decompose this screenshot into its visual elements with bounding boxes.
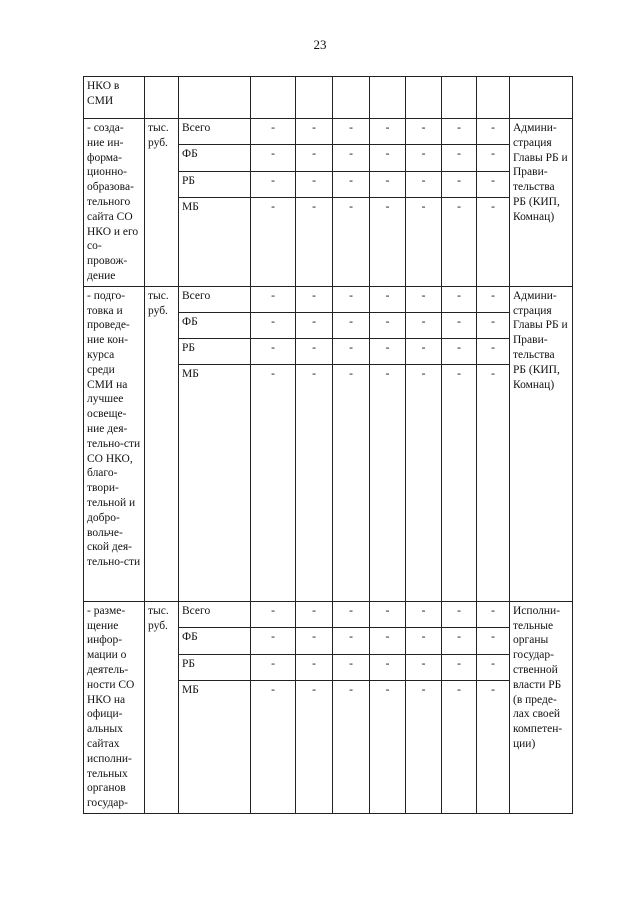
value-cell: -	[296, 628, 333, 655]
value-cell: -	[442, 364, 477, 601]
table-row	[84, 601, 573, 628]
value-cell: -	[477, 286, 510, 312]
source-label: ФБ	[179, 312, 251, 338]
empty-cell	[179, 77, 251, 119]
value-cell: -	[477, 654, 510, 681]
value-cell: -	[370, 171, 406, 197]
value-cell: -	[333, 681, 370, 814]
empty-cell	[296, 77, 333, 119]
program-table	[83, 76, 573, 814]
value-cell: -	[251, 286, 296, 312]
value-cell: -	[370, 119, 406, 145]
activity-title: - созда-ние ин-форма-ционно-образова-тельного сайта СО НКО и его со-провож-дение	[84, 119, 145, 287]
value-cell: -	[477, 681, 510, 814]
empty-cell	[510, 77, 573, 119]
value-cell: -	[442, 601, 477, 628]
source-label: РБ	[179, 338, 251, 364]
value-cell: -	[251, 197, 296, 286]
value-cell: -	[370, 338, 406, 364]
source-label: МБ	[179, 681, 251, 814]
value-cell: -	[442, 171, 477, 197]
value-cell: -	[333, 197, 370, 286]
value-cell: -	[477, 312, 510, 338]
value-cell: -	[477, 119, 510, 145]
table-row	[84, 77, 573, 119]
value-cell: -	[251, 654, 296, 681]
source-label: РБ	[179, 171, 251, 197]
executor-cell: Админи-страция Главы РБ и Прави-тельства РБ (КИП, Комнац)	[510, 119, 573, 287]
value-cell: -	[406, 364, 442, 601]
value-cell: -	[370, 654, 406, 681]
value-cell: -	[370, 364, 406, 601]
value-cell: -	[370, 197, 406, 286]
empty-cell	[406, 77, 442, 119]
source-label: МБ	[179, 197, 251, 286]
value-cell: -	[477, 364, 510, 601]
value-cell: -	[442, 681, 477, 814]
value-cell: -	[251, 171, 296, 197]
section-title-cell: НКО в СМИ	[84, 77, 145, 119]
value-cell: -	[296, 312, 333, 338]
empty-cell	[442, 77, 477, 119]
value-cell: -	[296, 145, 333, 171]
value-cell: -	[296, 197, 333, 286]
value-cell: -	[406, 654, 442, 681]
source-label: Всего	[179, 601, 251, 628]
value-cell: -	[251, 119, 296, 145]
empty-cell	[370, 77, 406, 119]
value-cell: -	[296, 338, 333, 364]
value-cell: -	[333, 338, 370, 364]
source-label: ФБ	[179, 628, 251, 655]
value-cell: -	[251, 601, 296, 628]
value-cell: -	[333, 364, 370, 601]
value-cell: -	[296, 364, 333, 601]
value-cell: -	[251, 338, 296, 364]
value-cell: -	[442, 286, 477, 312]
activity-title: - подго-товка и проведе-ние кон-курса среди СМИ на лучшее освеще-ние дея-тельно-сти СО НКО, благо-твори-тельной и добро-вольче-ской дея-тельно-сти	[84, 286, 145, 601]
value-cell: -	[442, 654, 477, 681]
value-cell: -	[333, 286, 370, 312]
value-cell: -	[406, 286, 442, 312]
value-cell: -	[333, 654, 370, 681]
value-cell: -	[477, 601, 510, 628]
value-cell: -	[442, 145, 477, 171]
value-cell: -	[442, 628, 477, 655]
value-cell: -	[370, 681, 406, 814]
value-cell: -	[406, 171, 442, 197]
value-cell: -	[333, 171, 370, 197]
value-cell: -	[442, 338, 477, 364]
value-cell: -	[333, 601, 370, 628]
value-cell: -	[333, 119, 370, 145]
value-cell: -	[406, 312, 442, 338]
source-label: Всего	[179, 119, 251, 145]
value-cell: -	[406, 601, 442, 628]
value-cell: -	[406, 338, 442, 364]
unit-cell: тыс. руб.	[145, 119, 179, 287]
value-cell: -	[296, 171, 333, 197]
source-label: РБ	[179, 654, 251, 681]
empty-cell	[333, 77, 370, 119]
value-cell: -	[477, 197, 510, 286]
value-cell: -	[406, 197, 442, 286]
value-cell: -	[406, 145, 442, 171]
empty-cell	[145, 77, 179, 119]
value-cell: -	[296, 654, 333, 681]
source-label: ФБ	[179, 145, 251, 171]
empty-cell	[477, 77, 510, 119]
table-row	[84, 119, 573, 145]
source-label: Всего	[179, 286, 251, 312]
value-cell: -	[370, 145, 406, 171]
value-cell: -	[442, 197, 477, 286]
empty-cell	[251, 77, 296, 119]
value-cell: -	[406, 628, 442, 655]
unit-cell: тыс. руб.	[145, 286, 179, 601]
value-cell: -	[251, 681, 296, 814]
value-cell: -	[477, 145, 510, 171]
value-cell: -	[370, 286, 406, 312]
activity-title: - разме-щение инфор-мации о деятель-ности СО НКО на офици-альных сайтах исполни-тельных органов государ-	[84, 601, 145, 813]
value-cell: -	[251, 628, 296, 655]
value-cell: -	[333, 628, 370, 655]
source-label: МБ	[179, 364, 251, 601]
value-cell: -	[333, 145, 370, 171]
value-cell: -	[296, 601, 333, 628]
executor-cell: Админи-страция Главы РБ и Прави-тельства РБ (КИП, Комнац)	[510, 286, 573, 601]
value-cell: -	[406, 119, 442, 145]
value-cell: -	[370, 312, 406, 338]
value-cell: -	[442, 119, 477, 145]
executor-cell: Исполни-тельные органы государ-ственной власти РБ (в преде-лах своей компетен-ции)	[510, 601, 573, 813]
value-cell: -	[251, 145, 296, 171]
value-cell: -	[370, 601, 406, 628]
value-cell: -	[296, 119, 333, 145]
table-row	[84, 286, 573, 312]
value-cell: -	[442, 312, 477, 338]
value-cell: -	[406, 681, 442, 814]
value-cell: -	[296, 286, 333, 312]
value-cell: -	[370, 628, 406, 655]
unit-cell: тыс. руб.	[145, 601, 179, 813]
value-cell: -	[251, 364, 296, 601]
value-cell: -	[251, 312, 296, 338]
page-number: 23	[313, 37, 327, 52]
value-cell: -	[333, 312, 370, 338]
value-cell: -	[477, 628, 510, 655]
value-cell: -	[477, 171, 510, 197]
value-cell: -	[296, 681, 333, 814]
value-cell: -	[477, 338, 510, 364]
